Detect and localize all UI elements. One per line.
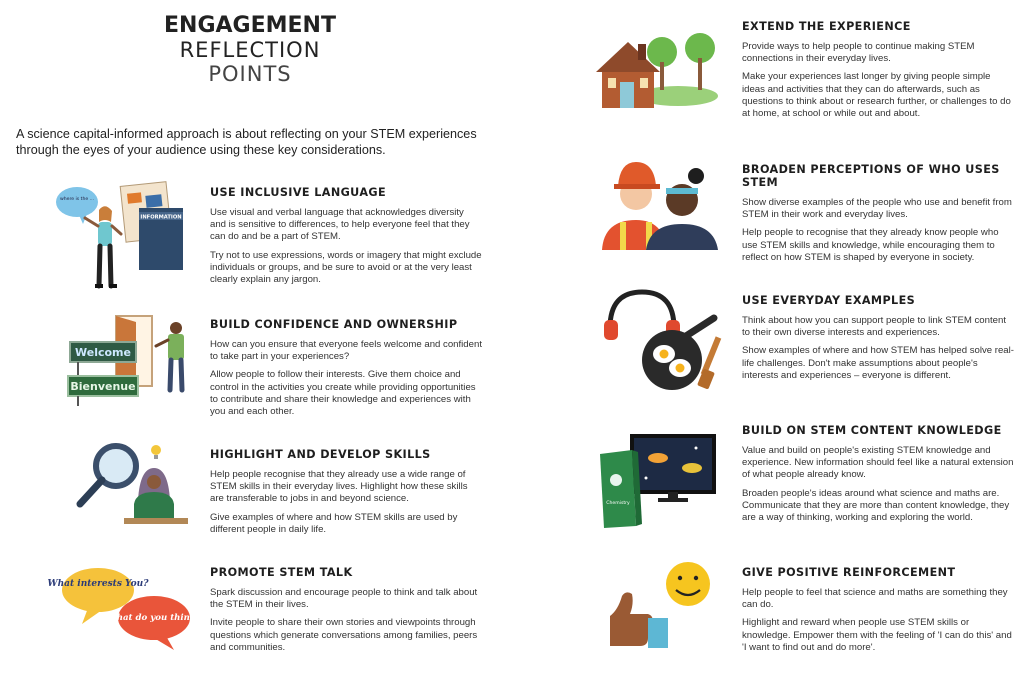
speech-bubbles-icon	[47, 562, 201, 652]
door-welcome-icon	[64, 310, 194, 410]
section-paragraph: Highlight and reward when people use STEM skills or knowledge. Empower them with the feeling of 'I can do this' and 'I want to find out and do more'.	[742, 617, 1012, 653]
title-line-1: ENGAGEMENT	[164, 13, 336, 38]
section-paragraph: Give examples of where and how STEM skills are used by different people in daily life.	[210, 511, 458, 535]
welcome-sign-text: Welcome	[75, 346, 131, 359]
intro-text: A science capital-informed approach is about reflecting on your STEM experiences through the eyes of your audience using these key considerations.	[16, 127, 477, 157]
section-paragraph: Make your experiences last longer by giving people simple ideas and activities that they can do afterwards, such as questions to think about or research further, or challenges to do at home, at school or while out and about.	[742, 71, 1011, 120]
section-confidence-ownership	[210, 318, 482, 424]
section-paragraph: Think about how you can support people to link STEM content to their own diverse interests and experiences.	[742, 315, 1006, 339]
page-title	[150, 14, 350, 86]
thumbs-smiley-icon	[604, 560, 724, 656]
section-paragraph: Allow people to follow their interests. Give them choice and control in the activities you create while providing opportunities to contribute and share their knowledge and experiences with you and each other.	[210, 369, 476, 418]
section-heading: HIGHLIGHT AND DEVELOP SKILLS	[210, 448, 431, 461]
section-paragraph: Invite people to share their own stories and viewpoints through questions which generate conversations among families, peers and communities.	[210, 617, 478, 653]
section-heading: GIVE POSITIVE REINFORCEMENT	[742, 566, 956, 579]
section-heading: BUILD CONFIDENCE AND OWNERSHIP	[210, 318, 458, 331]
section-heading: BROADEN PERCEPTIONS OF WHO USES STEM	[742, 163, 1000, 189]
section-paragraph: Help people recognise that they already use a wide range of STEM skills in their everyday lives. Highlight how these skills are transferable to jobs in and beyond science.	[210, 469, 468, 505]
section-paragraph: Show diverse examples of the people who use and benefit from STEM in their work and everyday lives.	[742, 197, 1012, 221]
section-paragraph: Try not to use expressions, words or imagery that might exclude individuals or groups, and be sure to avoid or at the very least clearly explain any jargon.	[210, 249, 482, 286]
section-develop-skills	[210, 448, 482, 542]
section-heading: EXTEND THE EXPERIENCE	[742, 20, 911, 33]
section-broaden-perceptions	[742, 163, 1014, 270]
section-heading: USE EVERYDAY EXAMPLES	[742, 294, 916, 307]
section-heading: USE INCLUSIVE LANGUAGE	[210, 186, 386, 199]
monitor-book-icon	[596, 432, 720, 532]
section-paragraph: Help people to recognise that they already know people who use STEM skills and knowledge, while encouraging them to reflect on how STEM is shaped by everyone in society.	[742, 227, 999, 263]
section-paragraph: Provide ways to help people to continue making STEM connections in their everyday lives.	[742, 41, 975, 65]
section-paragraph: Value and build on people's existing STEM knowledge and experience. New information should feel like a natural extension of what people already know.	[742, 445, 1014, 481]
section-paragraph: Broaden people's ideas around what science and maths are. Communicate that they are more than content knowledge, they are a way of thinking, working and exploring the world.	[742, 487, 1010, 524]
book-label: Chemistry	[606, 501, 630, 506]
section-extend-experience	[742, 20, 1014, 126]
section-heading: PROMOTE STEM TALK	[210, 566, 353, 579]
section-paragraph: Show examples of where and how STEM has helped solve real-life challenges. Don't make assumptions about people's interests and experiences – everyone is different.	[742, 345, 1014, 381]
title-line-3: POINTS	[208, 62, 292, 86]
section-stem-talk	[210, 566, 482, 660]
section-everyday-examples	[742, 294, 1014, 388]
bubble-what-text: What interests You?	[47, 579, 149, 589]
info-sign-text: INFORMATION	[140, 214, 182, 221]
bubble-what-do-text: What do you think?	[107, 613, 201, 623]
section-inclusive-language	[210, 186, 482, 292]
section-paragraph: How can you ensure that everyone feels welcome and confident to take part in your experiences?	[210, 339, 482, 363]
workers-icon	[600, 150, 720, 250]
speech-text: where is the ...	[59, 197, 95, 202]
section-paragraph: Use visual and verbal language that acknowledges diversity and is sensitive to differences, to help everyone feel that they can do and be a part of STEM.	[210, 207, 470, 243]
section-positive-reinforcement	[742, 566, 1014, 660]
bienvenue-sign-text: Bienvenue	[70, 380, 136, 393]
section-paragraph: Help people to feel that science and maths are something they can do.	[742, 587, 1008, 611]
section-paragraph: Spark discussion and encourage people to think and talk about the STEM in their lives.	[210, 587, 478, 611]
title-line-2: REFLECTION	[179, 38, 321, 62]
house-trees-icon	[592, 26, 722, 114]
section-content-knowledge	[742, 424, 1014, 530]
person-info-icon	[55, 178, 185, 293]
headphones-pan-icon	[602, 286, 732, 401]
magnifier-person-icon	[74, 438, 189, 538]
section-heading: BUILD ON STEM CONTENT KNOWLEDGE	[742, 424, 1002, 437]
